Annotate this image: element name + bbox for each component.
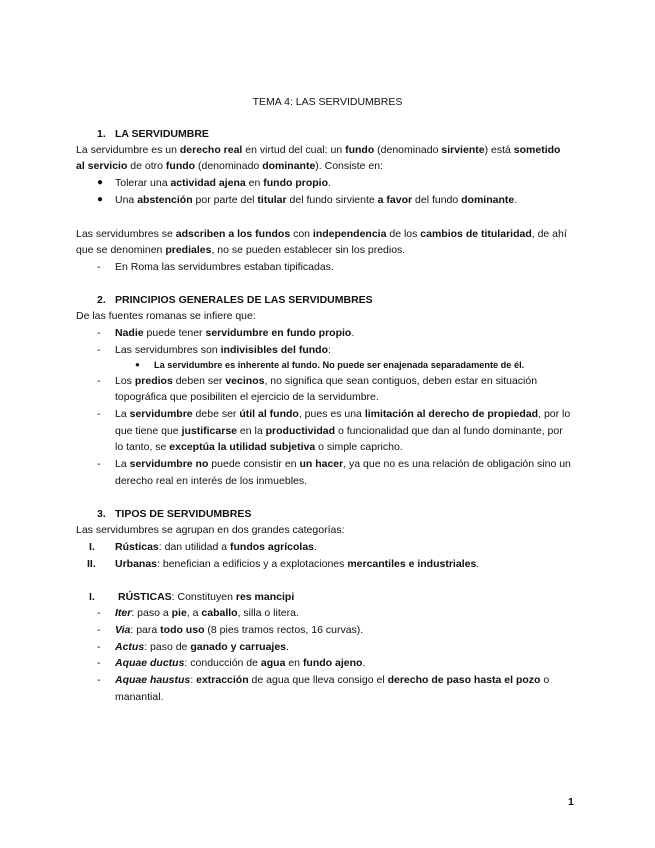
dash-marker: - — [97, 458, 101, 470]
dash-marker: - — [97, 327, 101, 339]
bullet-icon: ● — [97, 194, 104, 205]
section-1-number: 1. — [97, 128, 106, 140]
rusticas-aquae-ductus: Aquae ductus: conducción de agua en fundo ajeno. — [115, 657, 366, 669]
s1-bullet-1: Tolerar una actividad ajena en fundo propio. — [115, 177, 331, 189]
s2-item-1: Nadie puede tener servidumbre en fundo propio. — [115, 327, 355, 339]
rusticas-actus: Actus: paso de ganado y carruajes. — [115, 641, 289, 653]
section-3-heading: TIPOS DE SERVIDUMBRES — [115, 508, 252, 520]
dash-marker: - — [97, 657, 101, 669]
page-number: 1 — [568, 796, 574, 808]
s2-item-4-line-2: que tiene que justificarse en la productividad o funcionalidad que dan al fundo dominante, por — [115, 425, 563, 437]
s2-intro: De las fuentes romanas se infiere que: — [76, 310, 256, 322]
roman-numeral: II. — [87, 558, 96, 570]
bullet-icon: ● — [97, 177, 104, 188]
s2-item-2-sub: La servidumbre es inherente al fundo. No puede ser enajenada separadamente de él. — [154, 360, 525, 370]
s1-paragraph-2-line-2: que se denominen prediales, no se pueden establecer sin los predios. — [76, 244, 406, 256]
s1-bullet-2: Una abstención por parte del titular del fundo sirviente a favor del fundo dominante. — [115, 194, 518, 206]
dash-marker: - — [97, 641, 101, 653]
section-2-heading: PRINCIPIOS GENERALES DE LAS SERVIDUMBRES — [115, 294, 373, 306]
s3-category-urbanas: Urbanas: benefician a edificios y a explotaciones mercantiles e industriales. — [115, 558, 480, 570]
page-title: TEMA 4: LAS SERVIDUMBRES — [252, 96, 403, 108]
dash-marker: - — [97, 261, 101, 273]
dash-marker: - — [97, 607, 101, 619]
dash-marker: - — [97, 674, 101, 686]
s1-paragraph-2-line-1: Las servidumbres se adscriben a los fundos con independencia de los cambios de titularidad, de ahí — [76, 228, 567, 240]
s1-dash-1: En Roma las servidumbres estaban tipificadas. — [115, 261, 334, 273]
s2-item-4-line-1: La servidumbre debe ser útil al fundo, pues es una limitación al derecho de propiedad, por lo — [115, 408, 571, 420]
section-3-number: 3. — [97, 508, 106, 520]
rusticas-aquae-haustus-line-2: manantial. — [115, 691, 164, 703]
s1-paragraph-1-line-1: La servidumbre es un derecho real en virtud del cual: un fundo (denominado sirviente) está sometido — [76, 144, 561, 156]
s2-item-3-line-2: topográfica que posibiliten el ejercicio de la servidumbre. — [115, 391, 379, 403]
dash-marker: - — [97, 624, 101, 636]
dash-marker: - — [97, 408, 101, 420]
rusticas-via: Via: para todo uso (8 pies tramos rectos, 16 curvas). — [115, 624, 364, 636]
small-bullet-icon: ● — [135, 360, 140, 369]
s2-item-5-line-2: derecho real en interés de los inmuebles. — [115, 475, 308, 487]
section-1-heading: LA SERVIDUMBRE — [115, 128, 209, 140]
s2-item-5-line-1: La servidumbre no puede consistir en un hacer, ya que no es una relación de obligación sino un — [115, 458, 571, 470]
dash-marker: - — [97, 375, 101, 387]
s1-paragraph-1-line-2: al servicio de otro fundo (denominado dominante). Consiste en: — [76, 160, 383, 172]
roman-numeral: I. — [89, 541, 95, 553]
s2-item-3-line-1: Los predios deben ser vecinos, no significa que sean contiguos, deben estar en situación — [115, 375, 538, 387]
rusticas-heading: RÚSTICAS: Constituyen res mancipi — [118, 591, 295, 603]
rusticas-iter: Iter: paso a pie, a caballo, silla o litera. — [115, 607, 299, 619]
s3-category-rusticas: Rústicas: dan utilidad a fundos agrícolas. — [115, 541, 317, 553]
s2-item-2: Las servidumbres son indivisibles del fundo: — [115, 344, 331, 356]
s3-intro: Las servidumbres se agrupan en dos grandes categorías: — [76, 524, 345, 536]
section-2-number: 2. — [97, 294, 106, 306]
roman-numeral: I. — [89, 591, 95, 603]
s2-item-4-line-3: lo tanto, se exceptúa la utilidad subjetiva o simple capricho. — [115, 441, 403, 453]
rusticas-aquae-haustus-line-1: Aquae haustus: extracción de agua que lleva consigo el derecho de paso hasta el pozo o — [115, 674, 550, 686]
dash-marker: - — [97, 344, 101, 356]
